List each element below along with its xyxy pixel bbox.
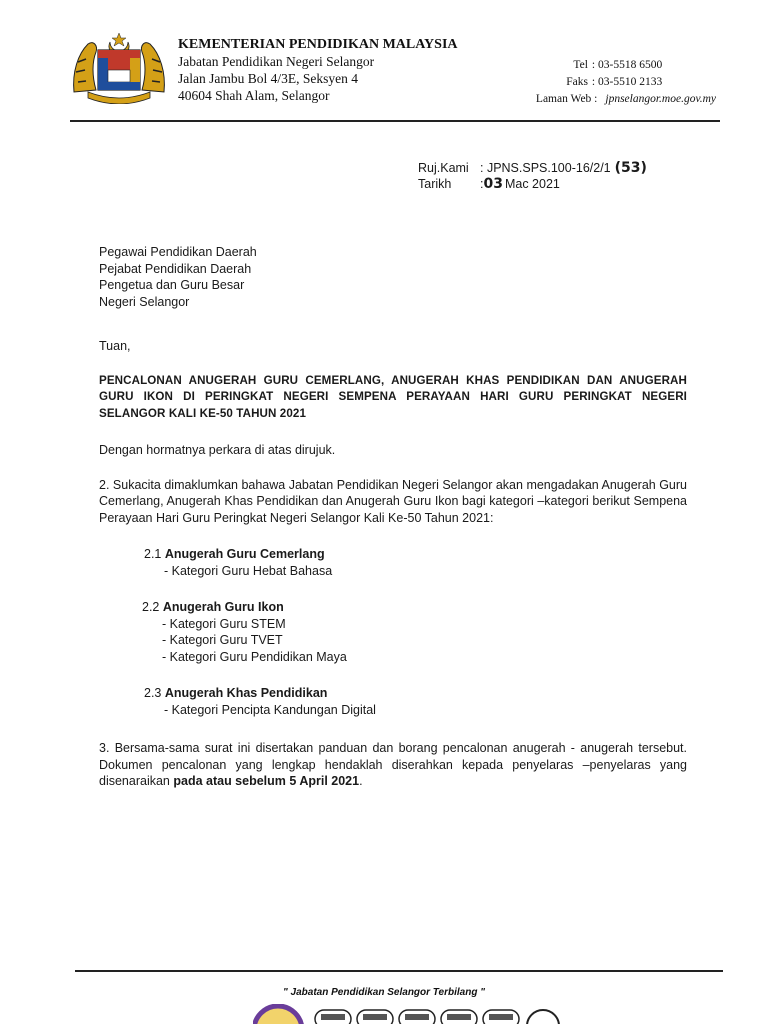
web-label: Laman Web : [535,93,598,105]
category-title: Anugerah Guru Ikon [162,600,284,614]
fax-value: : 03-5510 2133 [591,76,663,88]
salutation: Tuan, [99,339,131,353]
date-handwritten-day: 03 [483,176,503,192]
deadline-text: pada atau sebelum 5 April 2021 [173,774,360,788]
category-number: 2.3 [144,686,162,700]
addressee-line: Pejabat Pendidikan Daerah [99,261,252,276]
fax-label: Faks [566,76,588,88]
category-2-1 [144,546,687,579]
paragraph-1: Dengan hormatnya perkara di atas dirujuk. [99,443,336,457]
certification-badge-icon [441,1010,477,1024]
category-title: Anugerah Khas Pendidikan [164,686,328,700]
category-number: 2.2 [142,600,160,614]
tel-label: Tel [573,59,588,71]
addressee-line: Pegawai Pendidikan Daerah [99,245,257,259]
letter-body [99,244,687,790]
footer-certification-logos [253,1004,563,1024]
letter-subject: PENCALONAN ANUGERAH GURU CEMERLANG, ANUGERAH KHAS PENDIDIKAN DAN ANUGERAH GURU IKON DI PERINGKAT NEGERI SEMPENA PERAYAAN HARI GURU PERINGKAT NEGERI SELANGOR KALI KE-50 TAHUN 2021 [99,373,687,420]
category-number: 2.1 [144,547,162,561]
category-item: - Kategori Guru Pendidikan Maya [162,649,347,664]
ref-value: : JPNS.SPS.100-16/2/1 [480,161,611,175]
letterhead-contacts [536,57,716,108]
category-item: - Kategori Guru TVET [162,633,283,647]
date-month-year: Mac 2021 [504,177,560,191]
certification-badge-icon [315,1010,351,1024]
ref-handwritten-number: (53) [614,160,647,176]
category-title: Anugerah Guru Cemerlang [164,547,325,561]
address-line-2: 40604 Shah Alam, Selangor [178,88,330,103]
web-value: jpnselangor.moe.gov.my [605,93,716,105]
footer-divider [75,970,723,972]
category-2-3 [144,685,687,718]
category-item: - Kategori Guru Hebat Bahasa [164,563,333,578]
paragraph-2: 2. Sukacita dimaklumkan bahawa Jabatan Pendidikan Negeri Selangor akan mengadakan Anugerah Guru Cemerlang, Anugerah Khas Pendidikan dan Anugerah Guru Ikon bagi kategori –kategori berikut Sempena Perayaan Hari Guru Peringkat Negeri Selangor Kali Ke-50 Tahun 2021: [99,477,687,525]
addressee-line: Negeri Selangor [99,294,190,309]
date-colon: : [480,177,484,191]
addressee-block [99,244,687,310]
address-line-1: Jalan Jambu Bol 4/3E, Seksyen 4 [178,71,358,86]
certification-badge-icon [399,1010,435,1024]
header-divider [70,120,720,122]
category-item: - Kategori Pencipta Kandungan Digital [164,702,376,717]
certification-seal-icon [527,1010,559,1024]
certification-badge-icon [357,1010,393,1024]
paragraph-3-text: 3. Bersama-sama surat ini disertakan panduan dan borang pencalonan anugerah - anugerah tersebut. Dokumen pencalonan yang lengkap hendaklah diserahkan kepada penyelaras –penyelaras yang disenaraikan [99,741,687,788]
coat-of-arms-logo [70,32,168,104]
reference-block [418,160,647,192]
category-2-2 [142,599,687,665]
footer-motto: " Jabatan Pendidikan Selangor Terbilang " [283,987,485,998]
paragraph-3 [99,740,687,790]
certification-badge-icon [483,1010,519,1024]
ministry-name: KEMENTERIAN PENDIDIKAN MALAYSIA [178,37,458,52]
tel-value: : 03-5518 6500 [591,59,663,71]
letterhead-address [178,36,458,104]
addressee-line: Pengetua dan Guru Besar [99,278,245,292]
department-name: Jabatan Pendidikan Negeri Selangor [178,54,375,69]
ref-label: Ruj.Kami [418,161,469,175]
jpn-seal-icon [254,1006,302,1024]
category-item: - Kategori Guru STEM [162,616,286,631]
date-label: Tarikh [418,177,452,191]
paragraph-3-end: . [359,774,363,788]
